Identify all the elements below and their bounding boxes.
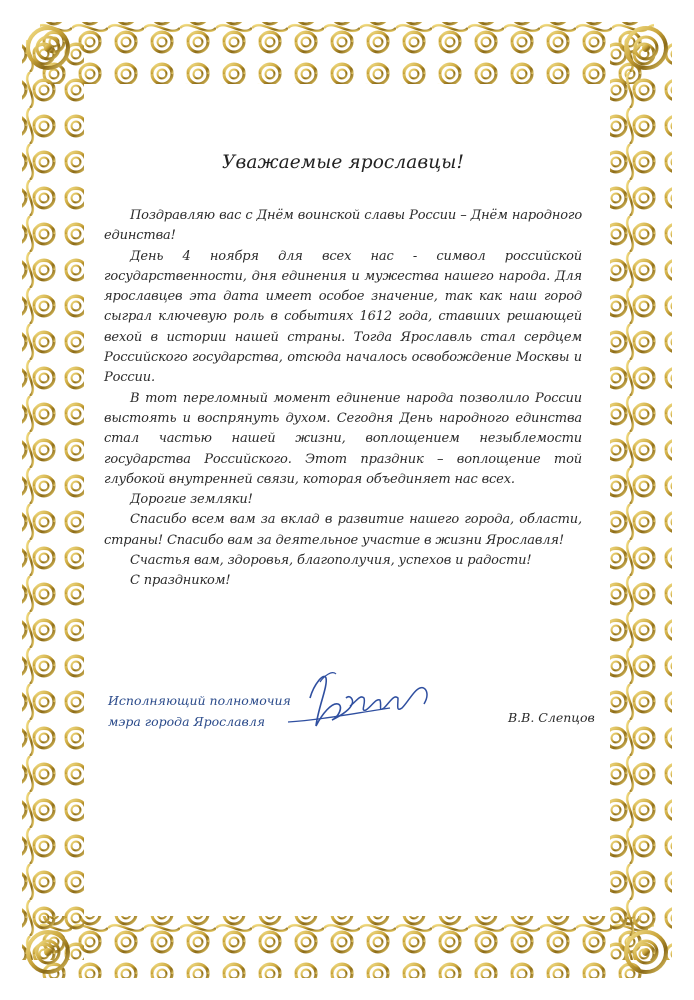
signatory-role-line1: Исполняющий полномочия bbox=[108, 693, 291, 708]
letter-body bbox=[104, 152, 582, 592]
handwritten-signature bbox=[280, 664, 470, 744]
signature-block bbox=[108, 690, 608, 760]
paragraph-unity: В тот переломный момент единение народа позволило России выстоять и воспрянуть духом. Сегодня День народного единства стал частью нашей жизни, воплощением незыблемости государства Российского. Этот праздник – воплощение той глубокой внутренней связи, которая объединяет нас всех. bbox=[104, 390, 582, 487]
paragraph-address: Дорогие земляки! bbox=[130, 492, 253, 508]
paragraph-holiday: С праздником! bbox=[130, 573, 231, 589]
paragraph-history: День 4 ноября для всех нас - символ российской государственности, дня единения и мужества нашего народа. Для ярославцев эта дата имеет особое значение, так как наш город сыграл ключевую роль в событиях 1612 года, ставших решающей вехой в истории нашей страны. Тогда Ярославль стал сердцем Российского государства, отсюда началось освобождение Москвы и России. bbox=[104, 248, 582, 386]
paragraph-congratulation: Поздравляю вас с Днём воинской славы России – Днём народного единства! bbox=[104, 208, 582, 244]
signatory-name: В.В. Слепцов bbox=[508, 710, 595, 725]
greeting-title: Уважаемые ярославцы! bbox=[222, 152, 464, 173]
signatory-role bbox=[108, 690, 308, 732]
paragraph-wishes: Счастья вам, здоровья, благополучия, успехов и радости! bbox=[130, 553, 532, 569]
signatory-role-line2: мэра города Ярославля bbox=[108, 714, 266, 729]
paragraph-thanks: Спасибо всем вам за вклад в развитие нашего города, области, страны! Спасибо вам за деятельное участие в жизни Ярославля! bbox=[104, 512, 582, 548]
